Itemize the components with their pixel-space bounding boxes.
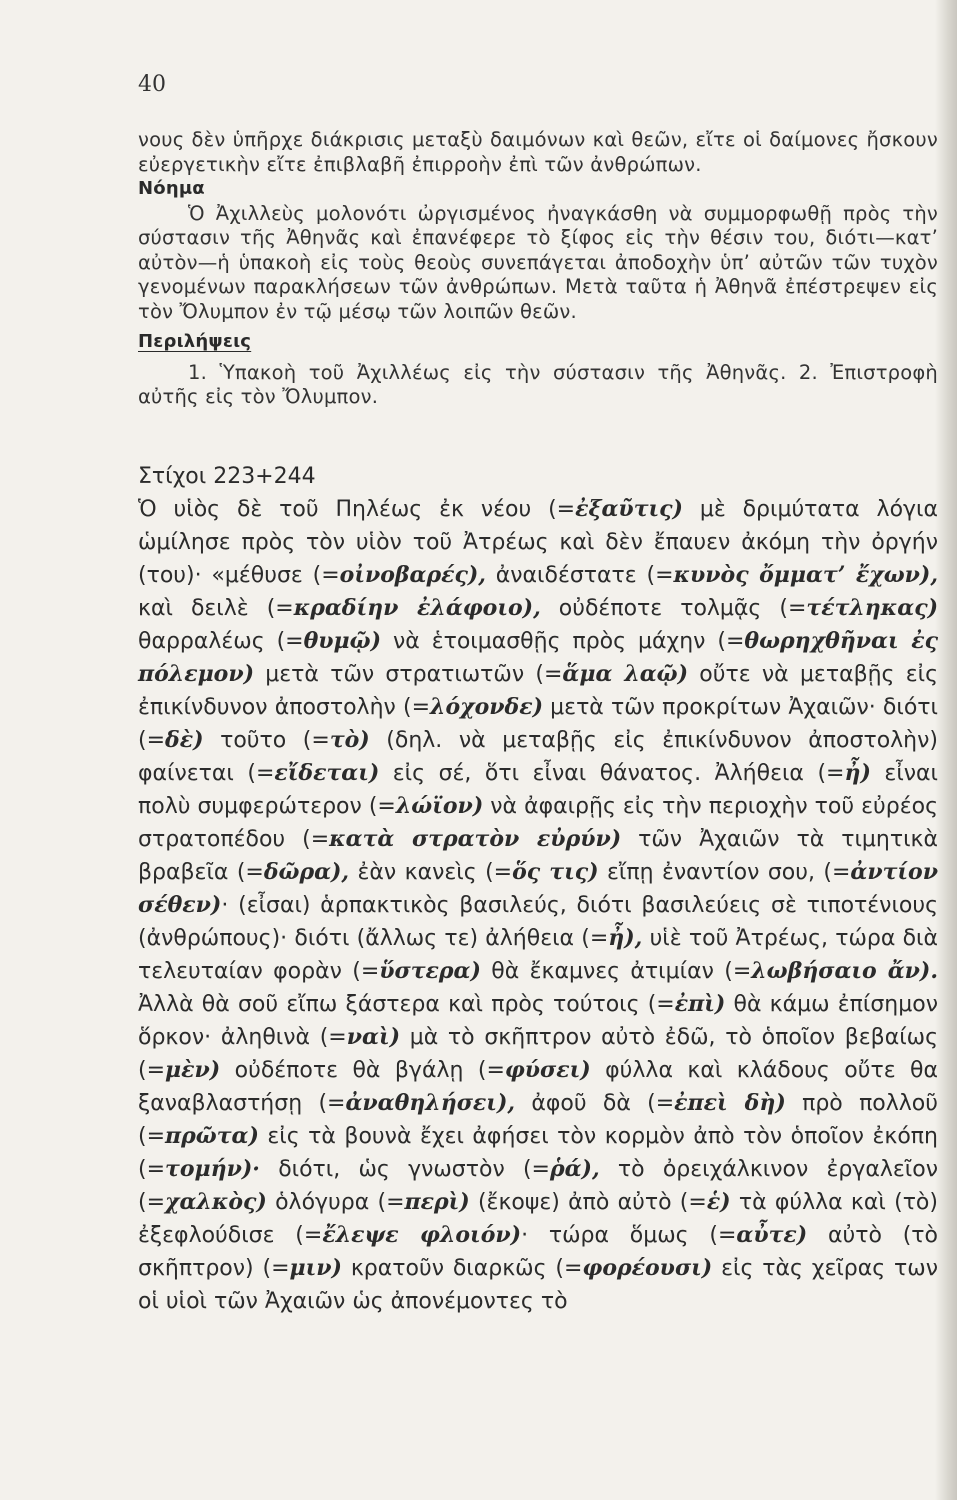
ancient-greek-gloss: πρῶτα) xyxy=(165,1123,259,1149)
ancient-greek-gloss: ἦ), xyxy=(608,925,643,951)
translation-text: μὰ τὸ σκῆπτρον αὐτὸ ἐδῶ, τὸ ὁποῖον βεβαίως (= xyxy=(138,1025,939,1083)
verses-heading: Στίχοι 223+244 xyxy=(138,464,316,489)
translation-text: ἀναιδέστατε (= xyxy=(485,563,674,588)
translation-text: εἰς τὰς χεῖρας των οἱ υἱοὶ τῶν Ἀχαιῶν ὡς ἀπονέμοντες τὸ xyxy=(138,1256,939,1314)
ancient-greek-gloss: κραδίην ἐλάφοιο), xyxy=(293,595,541,621)
translation-text: τὸ ὀρειχάλκινον ἐργαλεῖον (= xyxy=(138,1157,938,1215)
ancient-greek-gloss: δὲ) xyxy=(165,727,204,753)
translation-text: τῶν Ἀχαιῶν τὰ τιμητικὰ βραβεῖα (= xyxy=(138,827,939,885)
ancient-greek-gloss: ὅς τις) xyxy=(512,859,599,885)
translation-text: οὐδέποτε τολμᾷς (= xyxy=(540,596,807,621)
ancient-greek-gloss: ἐξαῦτις) xyxy=(575,496,683,522)
ancient-greek-gloss: μὲν) xyxy=(165,1057,221,1083)
verse-translation-block xyxy=(138,460,938,1318)
ancient-greek-gloss: ἐπεὶ δὴ) xyxy=(674,1090,786,1116)
translation-text: ἐὰν κανεὶς (= xyxy=(349,860,513,885)
ancient-greek-gloss: ναὶ) xyxy=(346,1024,400,1050)
ancient-greek-gloss: ἦ) xyxy=(844,760,871,786)
ancient-greek-gloss: εἴδεται) xyxy=(274,760,380,786)
ancient-greek-gloss: ἑ) xyxy=(706,1189,731,1215)
perilipseis-heading: Περιλήψεις xyxy=(138,331,252,352)
translation-text: νὰ ἑτοιμασθῇς πρὸς μάχην (= xyxy=(381,629,745,654)
translation-text: μετὰ τῶν στρατιωτῶν (= xyxy=(254,662,563,687)
translation-text: εἰς τὰ βουνὰ ἔχει ἀφήσει τὸν κορμὸν ἀπὸ τὸν ὁποῖον ἐκόπη (= xyxy=(138,1124,938,1182)
translation-text: τὰ φύλλα καὶ (τὸ) ἐξεφλούδισε (= xyxy=(138,1190,938,1248)
ancient-greek-gloss: ὕστερα) xyxy=(379,958,481,984)
noema-paragraph: Ὁ Ἀχιλλεὺς μολονότι ὠργισμένος ἠναγκάσθη νὰ συμμορφωθῇ πρὸς τὴν σύστασιν τῆς Ἀθηνᾶς καὶ ἐπανέφερε τὸ ξίφος εἰς τὴν θέσιν του, διότι—κατ’ αὐτὸν—ἡ ὑπακοὴ εἰς τοὺς θεοὺς συνεπάγεται ἀποδοχὴν ὑπ’ αὐτῶν τῶν τυχὸν γενομένων παρακλήσεων τῶν ἀνθρώπων. Μετὰ ταῦτα ἡ Ἀθηνᾶ ἐπέστρεψεν εἰς τὸν Ὄλυμπον ἐν τῷ μέσῳ τῶν λοιπῶν θεῶν. xyxy=(138,201,938,323)
intro-paragraph: νους δὲν ὑπῆρχε διάκρισις μεταξὺ δαιμόνων καὶ θεῶν, εἴτε οἱ δαίμονες ἤσκουν εὐεργετικὴν εἴτε ἐπιβλαβῆ ἐπιρροὴν ἐπὶ τῶν ἀνθρώπων. xyxy=(138,128,938,176)
ancient-greek-gloss: ἐπὶ) xyxy=(674,991,726,1017)
ancient-greek-gloss: δῶρα), xyxy=(263,859,350,885)
translation-text: Ὁ υἱὸς δὲ τοῦ Πηλέως ἐκ νέου (= xyxy=(138,497,576,522)
translation-text: εἶναι πολὺ συμφερώτερον (= xyxy=(138,761,938,819)
ancient-greek-gloss: τὸ) xyxy=(329,727,370,753)
ancient-greek-gloss: θωρηχθῆναι ἐς πόλεμον) xyxy=(138,628,939,687)
ancient-greek-gloss: ἀντίον σέθεν) xyxy=(138,859,938,918)
translation-text: διότι, ὡς γνωστὸν (= xyxy=(259,1157,550,1182)
ancient-greek-gloss: κυνὸς ὄμματ’ ἔχων), xyxy=(673,562,938,588)
translation-text: · τώρα ὅμως (= xyxy=(521,1223,737,1248)
ancient-greek-gloss: κατὰ στρατὸν εὐρύν) xyxy=(329,826,622,852)
translation-text: κρατοῦν διαρκῶς (= xyxy=(341,1256,583,1281)
page-edge-shadow xyxy=(935,0,957,1500)
ancient-greek-gloss: θυμῷ) xyxy=(303,628,382,654)
translation-text: τοῦτο (= xyxy=(203,728,330,753)
translation-text: ἀφοῦ δὰ (= xyxy=(515,1091,675,1116)
noema-heading: Νόημα xyxy=(138,178,205,199)
ancient-greek-gloss: φύσει) xyxy=(504,1057,591,1083)
verse-translation-paragraph xyxy=(138,493,938,1318)
translation-text: θαρραλέως (= xyxy=(138,629,304,654)
translation-text: Ἀλλὰ θὰ σοῦ εἴπω ξάστερα καὶ πρὸς τούτοις (= xyxy=(138,992,675,1017)
ancient-greek-gloss: αὖτε) xyxy=(736,1222,808,1248)
translation-text: πρὸ πολλοῦ (= xyxy=(138,1091,939,1149)
translation-text: οὐδέποτε θὰ βγάλῃ (= xyxy=(220,1058,505,1083)
page-number: 40 xyxy=(138,72,166,97)
translation-text: θὰ κάμω ἐπίσημον ὅρκον· ἀληθινὰ (= xyxy=(138,992,938,1050)
translation-text: καὶ δειλὲ (= xyxy=(138,596,294,621)
translation-text: μὲ δριμύτατα λόγια ὡμίλησε πρὸς τὸν υἱὸν τοῦ Ἀτρέως καὶ δὲν ἔπαυεν ἀκόμη τὴν ὀργήν (του)· «μέθυσε (= xyxy=(138,497,939,588)
ancient-greek-gloss: οἰνοβαρές), xyxy=(339,562,486,588)
translation-text: φύλλα καὶ κλάδους οὔτε θα ξαναβλαστήσῃ (= xyxy=(138,1058,939,1116)
translation-text: · (εἶσαι) ἁρπακτικὸς βασιλεύς, διότι βασιλεύεις σὲ τιποτένιους (ἀνθρώπους)· διότι (ἄλλως τε) ἀλήθεια (= xyxy=(138,893,938,951)
translation-text: θὰ ἔκαμνες ἀτιμίαν (= xyxy=(480,959,752,984)
ancient-greek-gloss: λώϊον) xyxy=(395,793,484,819)
ancient-greek-gloss: ἀναθηλήσει), xyxy=(345,1090,516,1116)
translation-text: νὰ ἀφαιρῇς εἰς τὴν περιοχὴν τοῦ εὐρέος στρατοπέδου (= xyxy=(138,794,938,852)
ancient-greek-gloss: φορέουσι) xyxy=(582,1255,713,1281)
ancient-greek-gloss: περὶ) xyxy=(404,1189,470,1215)
ancient-greek-gloss: μιν) xyxy=(289,1255,342,1281)
ancient-greek-gloss: λωβήσαιο ἄν). xyxy=(751,958,938,984)
translation-text: μετὰ τῶν προκρίτων Ἀχαιῶν· διότι (= xyxy=(138,695,938,753)
translation-text: εἰς σέ, ὅτι εἶναι θάνατος. Ἀλήθεια (= xyxy=(379,761,845,786)
ancient-greek-gloss: ἅμα λαῷ) xyxy=(562,661,689,687)
perilipseis-paragraph: 1. Ὑπακοὴ τοῦ Ἀχιλλέως εἰς τὴν σύστασιν τῆς Ἀθηνᾶς. 2. Ἐπιστροφὴ αὐτῆς εἰς τὸν Ὄλυμπον. xyxy=(138,360,938,408)
translation-text: οὔτε νὰ μεταβῇς εἰς ἐπικίνδυνον ἀποστολὴν (= xyxy=(138,662,938,720)
translation-text: ὁλόγυρα (= xyxy=(266,1190,405,1215)
translation-text: (δηλ. νὰ μεταβῇς εἰς ἐπικίνδυνον ἀποστολὴν) φαίνεται (= xyxy=(138,728,938,786)
ancient-greek-gloss: λόχονδε) xyxy=(430,694,543,720)
ancient-greek-gloss: ῥά), xyxy=(550,1156,600,1182)
ancient-greek-gloss: τέτληκας) xyxy=(806,595,939,621)
ancient-greek-gloss: τομήν)· xyxy=(165,1156,260,1182)
ancient-greek-gloss: χαλκὸς) xyxy=(165,1189,267,1215)
translation-text: εἴπῃ ἐναντίον σου, (= xyxy=(598,860,851,885)
translation-text: αὐτὸ (τὸ σκῆπτρον) (= xyxy=(138,1223,938,1281)
translation-text: υἱὲ τοῦ Ἀτρέως, τώρα διὰ τελευταίαν φορὰν (= xyxy=(138,926,938,984)
translation-text: (ἔκοψε) ἀπὸ αὐτὸ (= xyxy=(469,1190,707,1215)
ancient-greek-gloss: ἔλεψε φλοιόν) xyxy=(322,1222,522,1248)
commentary-block xyxy=(138,128,938,410)
